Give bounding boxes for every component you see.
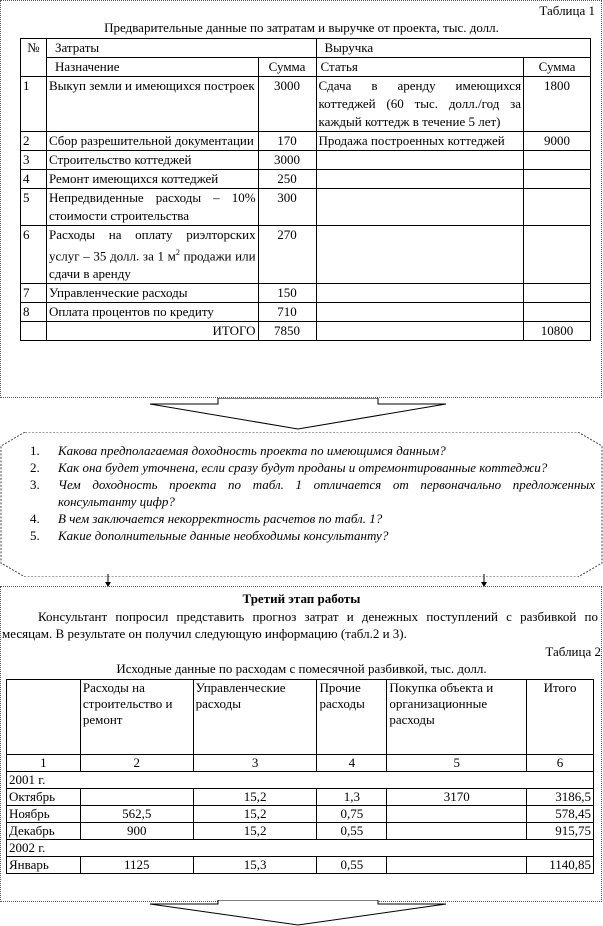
year-label: 2002 г.	[7, 840, 594, 857]
revenue-sum	[524, 226, 591, 284]
table1-sub-purpose: Назначение	[46, 58, 258, 77]
table2-title: Исходные данные по расходам с помесячной разбивкой, тыс. долл.	[116, 661, 487, 676]
cost-sum: 300	[258, 189, 316, 226]
revenue-item	[316, 189, 524, 226]
table1-sub-sum: Сумма	[258, 58, 316, 77]
table-row	[21, 170, 591, 189]
table2-header-management: Управленческие расходы	[193, 680, 317, 755]
cost-purpose	[46, 226, 258, 284]
cost-sum: 270	[258, 226, 316, 284]
table2-header-other: Прочие расходы	[317, 680, 387, 755]
revenue-item	[316, 226, 524, 284]
row-number: 8	[21, 303, 47, 322]
table1	[20, 38, 591, 341]
table-row	[21, 226, 591, 284]
cost-purpose-part-a: Расходы на оплату риэлторских услуг – 35 долл. за 1 м	[48, 227, 256, 264]
revenue-sum: 1800	[524, 77, 591, 132]
table1-head-no: №	[21, 39, 47, 77]
cost-purpose: Выкуп земли и имеющихся построек	[46, 77, 258, 132]
table1-sub-item: Статья	[316, 58, 524, 77]
revenue-item: Сдача в аренду имеющихся коттеджей (60 тыс. долл./год за каждый коттедж в течение 5 лет)	[316, 77, 524, 132]
cost-purpose-part-b: продажи или сдачи в аренду	[48, 248, 256, 282]
cost-sum: 710	[258, 303, 316, 322]
revenue-item	[316, 151, 524, 170]
table-total-row	[21, 322, 591, 341]
revenue-sum: 9000	[524, 132, 591, 151]
question-item: 4. В чем заключается некорректность расчетов по табл. 1?	[30, 511, 383, 526]
row-number: 1	[21, 77, 47, 132]
table-row	[21, 303, 591, 322]
table-row	[21, 77, 591, 132]
table1-head-revenue: Выручка	[316, 39, 590, 58]
month-label: Январь	[7, 857, 81, 874]
row-number: 2	[21, 132, 47, 151]
table-row: Декабрь 900 15,2 0,55 915,75	[7, 823, 594, 840]
cost-purpose: Непредвиденные расходы – 10% стоимости строительства	[46, 189, 258, 226]
questions-list	[30, 442, 595, 544]
stage3-heading: Третий этап работы	[242, 591, 361, 606]
cost-purpose: Ремонт имеющихся коттеджей	[46, 170, 258, 189]
table-row	[21, 284, 591, 303]
revenue-item	[316, 284, 524, 303]
row-number: 5	[21, 189, 47, 226]
month-label: Октябрь	[7, 789, 81, 806]
table2-header-purchase: Покупка объекта и организационные расходы	[387, 680, 527, 755]
superscript: 2	[175, 248, 180, 257]
question-item: 5. Какие дополнительные данные необходимы консультанту?	[30, 528, 389, 543]
question-item: 2. Как она будет уточнена, если сразу будут проданы и отремонтированные коттеджи?	[30, 460, 548, 475]
month-label: Декабрь	[7, 823, 81, 840]
down-arrow-1	[0, 398, 603, 432]
cost-purpose: Строительство коттеджей	[46, 151, 258, 170]
year-label: 2001 г.	[7, 772, 594, 789]
question-item: 3. Чем доходность проекта по табл. 1 отличается от первоначально предложенных консультанту цифр?	[30, 477, 595, 509]
cost-purpose: Сбор разрешительной документации	[46, 132, 258, 151]
row-number: 6	[21, 226, 47, 284]
table2	[6, 679, 594, 874]
table-row	[21, 189, 591, 226]
row-number: 7	[21, 284, 47, 303]
cost-purpose: Управленческие расходы	[46, 284, 258, 303]
table2-year-row	[7, 772, 594, 789]
table1-title: Предварительные данные по затратам и выручке от проекта, тыс. долл.	[104, 20, 499, 35]
table2-caption-number: Таблица 2	[545, 644, 601, 659]
revenue-sum	[524, 170, 591, 189]
revenue-sum	[524, 151, 591, 170]
revenue-sum	[524, 284, 591, 303]
table1-head-costs: Затраты	[46, 39, 316, 58]
table1-caption-number: Таблица 1	[539, 3, 595, 18]
cost-purpose: Оплата процентов по кредиту	[46, 303, 258, 322]
cost-sum: 150	[258, 284, 316, 303]
revenue-sum	[524, 189, 591, 226]
table-row: Октябрь 15,2 1,3 3170 3186,5	[7, 789, 594, 806]
month-label: Ноябрь	[7, 806, 81, 823]
cost-sum: 3000	[258, 77, 316, 132]
cost-sum: 3000	[258, 151, 316, 170]
cost-sum: 170	[258, 132, 316, 151]
down-arrow-2	[0, 900, 603, 926]
table2-header-empty	[7, 680, 81, 755]
table2-header-total: Итого	[527, 680, 594, 755]
revenue-item: Продажа построенных коттеджей	[316, 132, 524, 151]
revenue-sum	[524, 303, 591, 322]
question-item: 1. Какова предполагаемая доходность проекта по имеющимся данным?	[30, 443, 446, 458]
row-number: 4	[21, 170, 47, 189]
revenue-item	[316, 303, 524, 322]
table2-colnum-row: 1 2 3 4 5 6	[7, 755, 594, 772]
total-revenue: 10800	[524, 322, 591, 341]
table2-year-row	[7, 840, 594, 857]
table2-header-row	[7, 680, 594, 755]
table-row: Ноябрь 562,5 15,2 0,75 578,45	[7, 806, 594, 823]
total-label: ИТОГО	[46, 322, 258, 341]
table2-header-construction: Расходы на строительство и ремонт	[80, 680, 193, 755]
table-row	[21, 151, 591, 170]
revenue-item	[316, 170, 524, 189]
table-row	[21, 132, 591, 151]
cost-sum: 250	[258, 170, 316, 189]
stage3-paragraph: Консультант попросил представить прогноз затрат и денежных поступлений с разбивкой по месяцам. В результате он получил следующую информацию (табл.2 и 3).	[2, 609, 598, 641]
table1-sub-sum2: Сумма	[524, 58, 591, 77]
row-number: 3	[21, 151, 47, 170]
total-costs: 7850	[258, 322, 316, 341]
table-row: Январь 1125 15,3 0,55 1140,85	[7, 857, 594, 874]
